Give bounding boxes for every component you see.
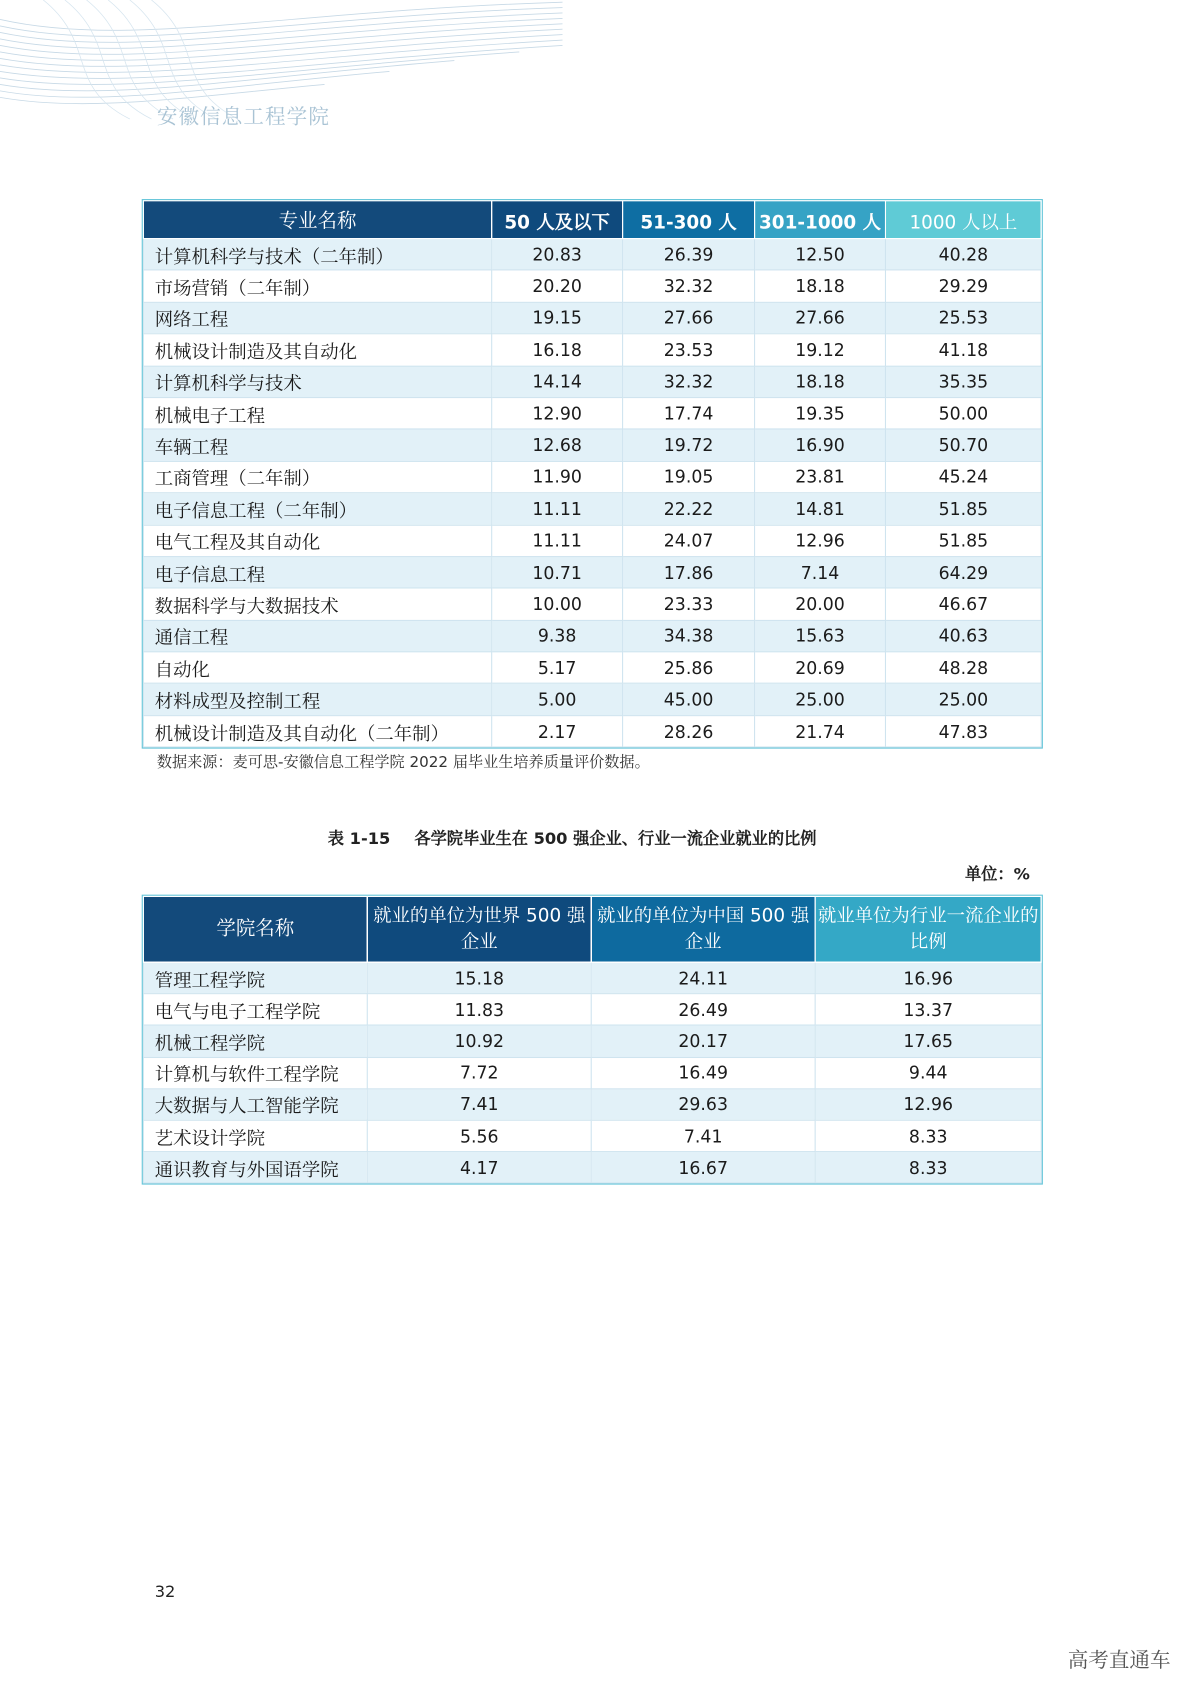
value-cell: 26.49 bbox=[591, 994, 815, 1026]
table-header bbox=[143, 896, 1041, 962]
table-row bbox=[143, 620, 1041, 652]
header-row bbox=[143, 201, 1041, 239]
row-label-cell: 电子信息工程 bbox=[143, 556, 491, 588]
value-cell: 11.83 bbox=[367, 994, 591, 1026]
table-row bbox=[143, 525, 1041, 557]
value-cell: 7.14 bbox=[755, 556, 886, 588]
table-row bbox=[143, 1089, 1041, 1121]
value-cell: 19.35 bbox=[755, 398, 886, 430]
value-cell: 18.18 bbox=[755, 270, 886, 302]
value-cell: 20.20 bbox=[492, 270, 623, 302]
table-row bbox=[143, 652, 1041, 684]
value-cell: 17.86 bbox=[623, 556, 755, 588]
row-label-cell: 网络工程 bbox=[143, 302, 491, 334]
table-row bbox=[143, 429, 1041, 461]
value-cell: 19.15 bbox=[492, 302, 623, 334]
value-cell: 11.11 bbox=[492, 525, 623, 557]
value-cell: 13.37 bbox=[815, 994, 1041, 1026]
table-header bbox=[143, 201, 1041, 239]
value-cell: 26.39 bbox=[623, 239, 755, 271]
row-label-cell: 计算机科学与技术（二年制） bbox=[143, 239, 491, 271]
row-label-cell: 计算机与软件工程学院 bbox=[143, 1057, 367, 1089]
value-cell: 20.83 bbox=[492, 239, 623, 271]
row-label-cell: 计算机科学与技术 bbox=[143, 366, 491, 398]
value-cell: 24.07 bbox=[623, 525, 755, 557]
table-body bbox=[143, 239, 1041, 748]
value-cell: 34.38 bbox=[623, 620, 755, 652]
column-header: 50 人及以下 bbox=[492, 201, 623, 239]
value-cell: 19.12 bbox=[755, 334, 886, 366]
value-cell: 35.35 bbox=[885, 366, 1041, 398]
value-cell: 11.90 bbox=[492, 461, 623, 493]
row-label-cell: 通信工程 bbox=[143, 620, 491, 652]
row-label-cell: 机械设计制造及其自动化（二年制） bbox=[143, 715, 491, 747]
page-number: 32 bbox=[154, 1581, 176, 1602]
column-header: 就业的单位为中国 500 强企业 bbox=[591, 896, 815, 962]
value-cell: 27.66 bbox=[755, 302, 886, 334]
row-label-cell: 大数据与人工智能学院 bbox=[143, 1089, 367, 1121]
value-cell: 25.00 bbox=[755, 684, 886, 716]
table-row bbox=[143, 684, 1041, 716]
row-label-cell: 材料成型及控制工程 bbox=[143, 684, 491, 716]
table-row bbox=[143, 962, 1041, 994]
value-cell: 50.00 bbox=[885, 398, 1041, 430]
value-cell: 24.11 bbox=[591, 962, 815, 994]
value-cell: 32.32 bbox=[623, 366, 755, 398]
value-cell: 64.29 bbox=[885, 556, 1041, 588]
column-header: 专业名称 bbox=[143, 201, 491, 239]
value-cell: 17.74 bbox=[623, 398, 755, 430]
row-label-cell: 艺术设计学院 bbox=[143, 1120, 367, 1152]
value-cell: 45.00 bbox=[623, 684, 755, 716]
value-cell: 8.33 bbox=[815, 1152, 1041, 1184]
value-cell: 18.18 bbox=[755, 366, 886, 398]
value-cell: 10.92 bbox=[367, 1025, 591, 1057]
table-caption-text: 各学院毕业生在 500 强企业、行业一流企业就业的比例 bbox=[414, 828, 817, 849]
value-cell: 16.18 bbox=[492, 334, 623, 366]
table-row bbox=[143, 461, 1041, 493]
watermark-text: 高考直通车 bbox=[1067, 1648, 1171, 1673]
table-row bbox=[143, 366, 1041, 398]
value-cell: 16.96 bbox=[815, 962, 1041, 994]
value-cell: 19.72 bbox=[623, 429, 755, 461]
row-label-cell: 自动化 bbox=[143, 652, 491, 684]
value-cell: 29.29 bbox=[885, 270, 1041, 302]
value-cell: 20.00 bbox=[755, 588, 886, 620]
row-label-cell: 机械电子工程 bbox=[143, 398, 491, 430]
value-cell: 45.24 bbox=[885, 461, 1041, 493]
table-body bbox=[143, 962, 1041, 1183]
value-cell: 12.96 bbox=[755, 525, 886, 557]
row-label-cell: 数据科学与大数据技术 bbox=[143, 588, 491, 620]
value-cell: 32.32 bbox=[623, 270, 755, 302]
header-row bbox=[143, 896, 1041, 962]
value-cell: 25.53 bbox=[885, 302, 1041, 334]
table-row bbox=[143, 1152, 1041, 1184]
value-cell: 14.14 bbox=[492, 366, 623, 398]
row-label-cell: 机械工程学院 bbox=[143, 1025, 367, 1057]
value-cell: 16.67 bbox=[591, 1152, 815, 1184]
value-cell: 23.33 bbox=[623, 588, 755, 620]
row-label-cell: 管理工程学院 bbox=[143, 962, 367, 994]
table-row bbox=[143, 302, 1041, 334]
table-row bbox=[143, 715, 1041, 747]
value-cell: 10.00 bbox=[492, 588, 623, 620]
table-row bbox=[143, 334, 1041, 366]
value-cell: 12.96 bbox=[815, 1089, 1041, 1121]
value-cell: 10.71 bbox=[492, 556, 623, 588]
value-cell: 7.41 bbox=[367, 1089, 591, 1121]
value-cell: 9.38 bbox=[492, 620, 623, 652]
value-cell: 48.28 bbox=[885, 652, 1041, 684]
row-label-cell: 车辆工程 bbox=[143, 429, 491, 461]
value-cell: 5.00 bbox=[492, 684, 623, 716]
value-cell: 28.26 bbox=[623, 715, 755, 747]
value-cell: 41.18 bbox=[885, 334, 1041, 366]
table-row bbox=[143, 1120, 1041, 1152]
table-row bbox=[143, 239, 1041, 271]
row-label-cell: 机械设计制造及其自动化 bbox=[143, 334, 491, 366]
table-row bbox=[143, 556, 1041, 588]
value-cell: 17.65 bbox=[815, 1025, 1041, 1057]
unit-label: 单位：% bbox=[964, 864, 1030, 884]
value-cell: 4.17 bbox=[367, 1152, 591, 1184]
value-cell: 46.67 bbox=[885, 588, 1041, 620]
value-cell: 12.68 bbox=[492, 429, 623, 461]
value-cell: 19.05 bbox=[623, 461, 755, 493]
value-cell: 27.66 bbox=[623, 302, 755, 334]
value-cell: 5.56 bbox=[367, 1120, 591, 1152]
value-cell: 15.18 bbox=[367, 962, 591, 994]
value-cell: 14.81 bbox=[755, 493, 886, 525]
value-cell: 16.49 bbox=[591, 1057, 815, 1089]
value-cell: 9.44 bbox=[815, 1057, 1041, 1089]
organization-name: 安徽信息工程学院 bbox=[156, 104, 330, 129]
value-cell: 12.90 bbox=[492, 398, 623, 430]
value-cell: 20.69 bbox=[755, 652, 886, 684]
row-label-cell: 电气与电子工程学院 bbox=[143, 994, 367, 1026]
college-top-enterprise-table bbox=[143, 896, 1042, 1184]
column-header: 51-300 人 bbox=[623, 201, 755, 239]
value-cell: 15.63 bbox=[755, 620, 886, 652]
value-cell: 12.50 bbox=[755, 239, 886, 271]
table-row bbox=[143, 1057, 1041, 1089]
table-row bbox=[143, 1025, 1041, 1057]
value-cell: 25.00 bbox=[885, 684, 1041, 716]
value-cell: 11.11 bbox=[492, 493, 623, 525]
row-label-cell: 通识教育与外国语学院 bbox=[143, 1152, 367, 1184]
row-label-cell: 市场营销（二年制） bbox=[143, 270, 491, 302]
data-source-note: 数据来源：麦可思-安徽信息工程学院 2022 届毕业生培养质量评价数据。 bbox=[156, 754, 650, 772]
table-row bbox=[143, 270, 1041, 302]
value-cell: 21.74 bbox=[755, 715, 886, 747]
column-header: 1000 人以上 bbox=[885, 201, 1041, 239]
major-employer-size-table bbox=[143, 200, 1042, 748]
column-header: 301-1000 人 bbox=[755, 201, 886, 239]
value-cell: 7.72 bbox=[367, 1057, 591, 1089]
value-cell: 29.63 bbox=[591, 1089, 815, 1121]
table-row bbox=[143, 588, 1041, 620]
column-header: 学院名称 bbox=[143, 896, 367, 962]
table-caption-number: 表 1-15 bbox=[327, 828, 391, 849]
value-cell: 16.90 bbox=[755, 429, 886, 461]
table-row bbox=[143, 493, 1041, 525]
table-row bbox=[143, 994, 1041, 1026]
value-cell: 8.33 bbox=[815, 1120, 1041, 1152]
value-cell: 51.85 bbox=[885, 493, 1041, 525]
row-label-cell: 电气工程及其自动化 bbox=[143, 525, 491, 557]
column-header: 就业单位为行业一流企业的比例 bbox=[815, 896, 1041, 962]
row-label-cell: 工商管理（二年制） bbox=[143, 461, 491, 493]
value-cell: 23.53 bbox=[623, 334, 755, 366]
value-cell: 7.41 bbox=[591, 1120, 815, 1152]
column-header: 就业的单位为世界 500 强企业 bbox=[367, 896, 591, 962]
value-cell: 47.83 bbox=[885, 715, 1041, 747]
value-cell: 5.17 bbox=[492, 652, 623, 684]
value-cell: 40.28 bbox=[885, 239, 1041, 271]
value-cell: 23.81 bbox=[755, 461, 886, 493]
value-cell: 25.86 bbox=[623, 652, 755, 684]
value-cell: 20.17 bbox=[591, 1025, 815, 1057]
value-cell: 22.22 bbox=[623, 493, 755, 525]
value-cell: 51.85 bbox=[885, 525, 1041, 557]
value-cell: 40.63 bbox=[885, 620, 1041, 652]
table-row bbox=[143, 398, 1041, 430]
value-cell: 2.17 bbox=[492, 715, 623, 747]
value-cell: 50.70 bbox=[885, 429, 1041, 461]
row-label-cell: 电子信息工程（二年制） bbox=[143, 493, 491, 525]
